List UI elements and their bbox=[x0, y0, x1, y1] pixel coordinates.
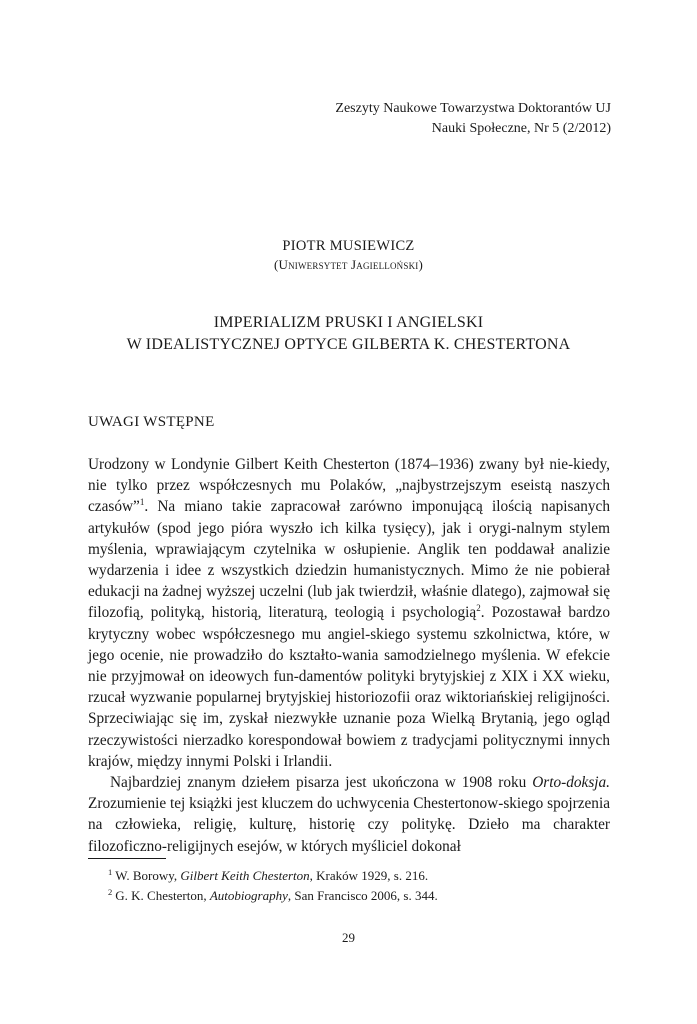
footnote-ref-2: 2 bbox=[476, 603, 481, 614]
title-line-2: W IDEALISTYCZNEJ OPTYCE GILBERTA K. CHESTERTONA bbox=[126, 336, 571, 353]
journal-header bbox=[335, 99, 611, 139]
paragraph-2-text-b: Zrozumienie tej książki jest kluczem do uchwycenia Chestertonow-skiego spojrzenia na człowieka, religię, kulturę, historię czy politykę. Dzieło ma charakter filozoficzno-religijnych esejów, w których myśliciel dokonał bbox=[88, 795, 610, 855]
article-title bbox=[0, 312, 697, 356]
footnote-2-details: , San Francisco 2006, s. 344. bbox=[287, 888, 438, 903]
paragraph-1-text-b: . Na miano takie zapracował zarówno imponującą ilością napisanych artykułów (spod jego pióra wyszło ich kilka tysięcy), jak i orygi-nalnym stylem myślenia, wprawiającym czytelnika w osłupienie. Anglik ten poddawał analizie wydarzenia i idee z wszystkich dziedzin humanistycznych. Mimo że nie pobierał edukacji na żadnej wyższej uczelni (lub jak twierdził, właśnie dlatego), zajmował się filozofią, polityką, historią, literaturą, teologią i psychologią bbox=[88, 498, 610, 622]
journal-issue: Nauki Społeczne, Nr 5 (2/2012) bbox=[431, 121, 611, 136]
footnotes bbox=[108, 866, 608, 906]
paragraph-2-text-a: Najbardziej znanym dziełem pisarza jest ukończona w 1908 roku bbox=[110, 774, 533, 792]
footnote-2-author: G. K. Chesterton, bbox=[115, 888, 210, 903]
section-heading: UWAGI WSTĘPNE bbox=[88, 414, 215, 430]
footnote-2 bbox=[108, 886, 608, 906]
paragraph-1-text-a: Urodzony w Londynie Gilbert Keith Chesterton (1874–1936) zwany był nie-kiedy, nie tylko przez współczesnych mu Polaków, „najbystrzejszym eseistą naszych czasów” bbox=[88, 456, 610, 516]
paragraph-1-text-c: . Pozostawał bardzo krytyczny wobec współczesnego mu angiel-skiego systemu szkolnictwa, które, w jego ocenie, nie prowadziło do kształto-wania samodzielnego myślenia. W efekcie nie przyjmował on ideowych fun-damentów polityki brytyjskiej z XIX i XX wieku, rzucał wyzwanie popularnej brytyjskiej historiozofii oraz wiktoriańskiej religijności. Sprzeciwiając się im, zyskał niezwykłe uznanie poza Wielką Brytanią, jego ogląd rzeczywistości nierzadko korespondował bowiem z tradycjami politycznymi innych krajów, między innymi Polski i Irlandii. bbox=[88, 604, 610, 770]
footnote-1-number: 1 bbox=[108, 866, 113, 877]
footnote-1-title: Gilbert Keith Chesterton bbox=[180, 868, 310, 883]
author-name: PIOTR MUSIEWICZ bbox=[282, 238, 415, 254]
footnote-1 bbox=[108, 866, 608, 886]
article-body bbox=[88, 454, 610, 857]
footnote-divider bbox=[88, 858, 166, 859]
title-line-1: IMPERIALIZM PRUSKI I ANGIELSKI bbox=[213, 314, 484, 331]
footnote-1-details: , Kraków 1929, s. 216. bbox=[309, 868, 429, 883]
paragraph-2 bbox=[88, 772, 610, 857]
book-title-ortodoksja: Orto-doksja. bbox=[532, 774, 610, 792]
page-number: 29 bbox=[342, 930, 355, 945]
footnote-2-title: Autobiography bbox=[209, 888, 288, 903]
footnote-ref-1: 1 bbox=[139, 497, 145, 508]
paragraph-1 bbox=[88, 454, 610, 772]
journal-name: Zeszyty Naukowe Towarzystwa Doktorantów UJ bbox=[335, 101, 611, 116]
author-block bbox=[0, 236, 697, 274]
footnote-1-author: W. Borowy, bbox=[115, 868, 181, 883]
footnote-2-number: 2 bbox=[108, 886, 113, 897]
author-affiliation: (Uniwersytet Jagielloński) bbox=[273, 257, 424, 272]
